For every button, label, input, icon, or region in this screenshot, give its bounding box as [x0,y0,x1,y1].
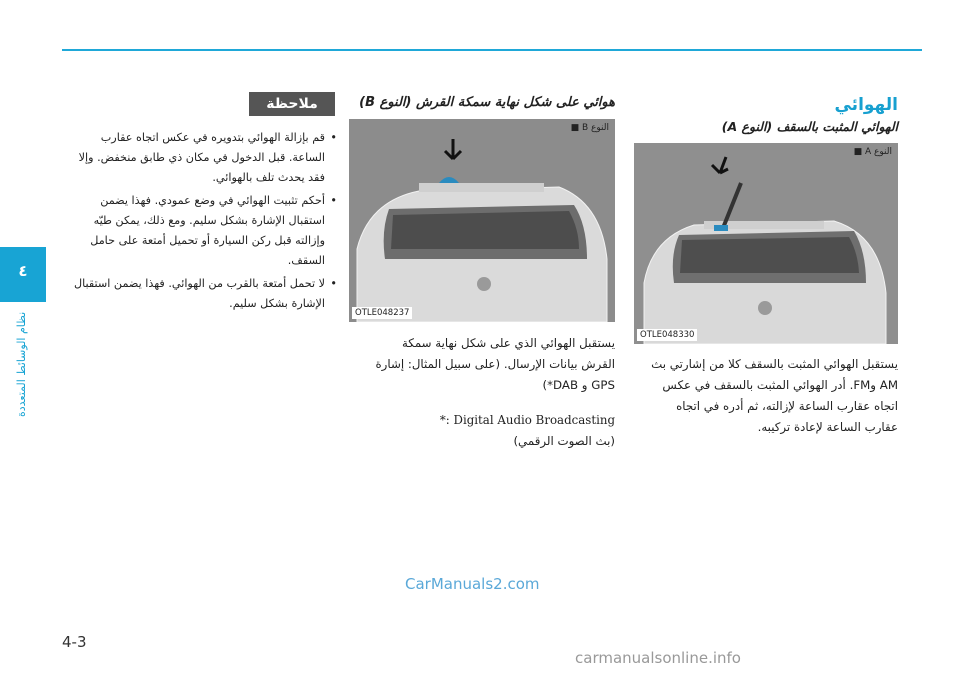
shark-fin-line: GPS و DAB*) [542,378,615,392]
caution-item: • قم بإزالة الهوائي بتدويره في عكس اتجاه عقارب الساعة. قبل الدخول في مكان ذي طابق منخفض. وإلا فقد يحدث تلف بالهوائي. [62,128,337,188]
shark-fin-figure [349,119,615,322]
roof-antenna-text [632,354,898,438]
roof-antenna-figure [634,143,898,344]
figure-code: OTLE048330 [637,329,697,341]
shark-fin-line: القرش بيانات الإرسال. (على سبيل المثال: إشارة [375,357,615,371]
top-rule [62,49,922,51]
caution-item: • أحكم تثبيت الهوائي في وضع عمودي. فهذا يضمن استقبال الإشارة بشكل سليم. ومع ذلك، يمكن طيّه وإزالته قبل ركن السيارة أو تحميل أمتعة على حامل السقف. [62,191,337,271]
caution-list [62,128,337,317]
footnote-line: (بث الصوت الرقمي) [513,434,615,448]
roof-antenna-line: AM وFM. أدر الهوائي المثبت بالسقف في عكس [662,378,898,392]
middle-column [347,95,615,110]
car-rear-illustration-b [349,119,615,322]
caution-title: ملاحظة [249,92,335,116]
roof-antenna-subheading: الهوائي المثبت بالسقف (النوع A) [721,119,898,134]
roof-antenna-line: عقارب الساعة لإعادة تركيبه. [757,420,898,434]
footnote-line: *: Digital Audio Broadcasting [439,413,615,427]
watermark-carmanuals2: CarManuals2.com [405,575,540,593]
shark-fin-text [347,333,615,452]
chapter-label: نظام الوسائط المتعددة [15,312,28,418]
shark-fin-line: يستقبل الهوائي الذي على شكل نهاية سمكة [401,336,615,350]
caution-item: • لا تحمل أمتعة بالقرب من الهوائي. فهذا يضمن استقبال الإشارة بشكل سليم. [62,274,337,314]
figure-type-tag: النوع A ■ [853,147,892,157]
right-column [632,95,898,134]
chapter-number: ٤ [18,262,28,280]
antenna-heading: الهوائي [834,95,898,115]
shark-fin-heading: هوائي على شكل نهاية سمكة القرش (النوع B) [359,95,615,110]
figure-type-tag: النوع B ■ [570,123,609,133]
roof-antenna-line: يستقبل الهوائي المثبت بالسقف كلا من إشارتي بث [651,357,898,371]
car-rear-illustration-a [634,143,898,344]
page-number: 4-3 [62,633,87,651]
figure-code: OTLE048237 [352,307,412,319]
watermark-carmanualsonline: carmanualsonline.info [575,649,741,667]
roof-antenna-line: اتجاه عقارب الساعة لإزالته، ثم أدره في اتجاه [676,399,898,413]
